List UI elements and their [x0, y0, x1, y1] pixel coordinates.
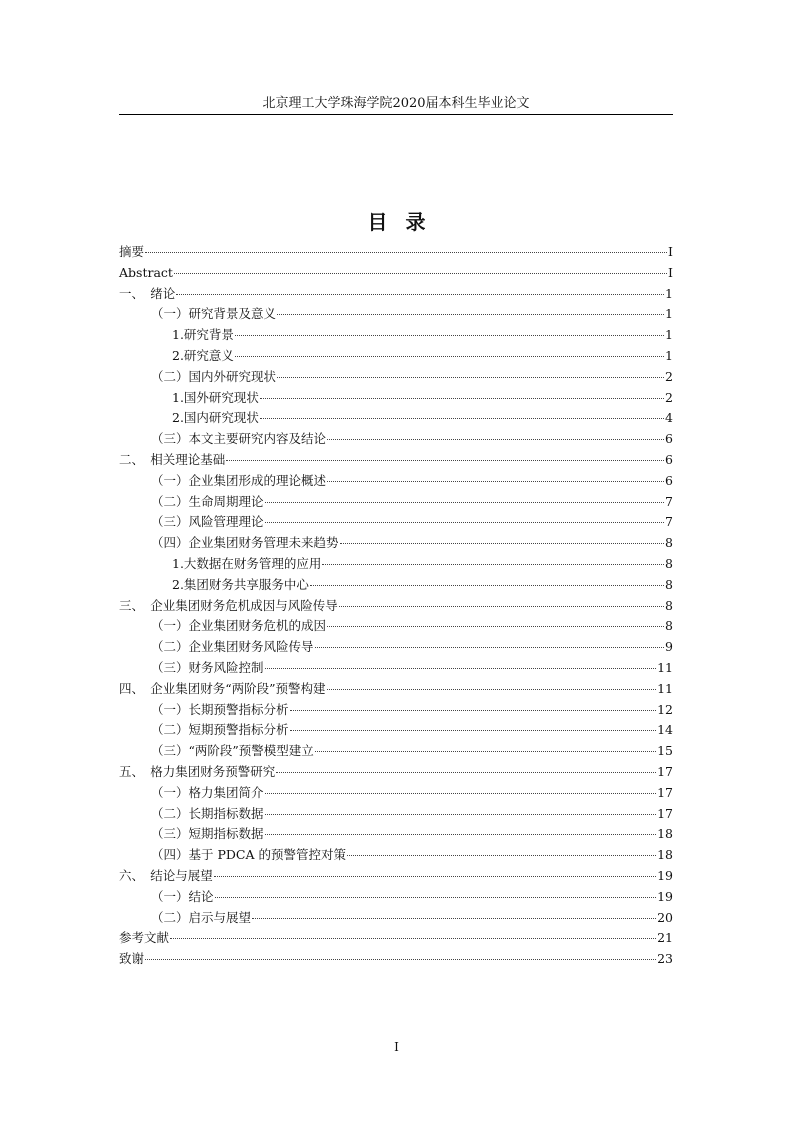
dot-leader	[315, 647, 665, 648]
dot-leader	[277, 314, 664, 315]
dot-leader	[290, 730, 657, 731]
toc-entry[interactable]	[119, 450, 673, 471]
toc-entry-label: （二）启示与展望	[151, 909, 252, 925]
toc-entry-page: 1	[665, 285, 673, 301]
toc-entry-label: （一）企业集团财务危机的成因	[151, 618, 327, 634]
toc-entry-page: 9	[665, 639, 673, 655]
dot-leader	[176, 294, 664, 295]
toc-entry-label: （二）国内外研究现状	[151, 368, 277, 384]
toc-entry[interactable]	[119, 575, 673, 596]
toc-entry[interactable]	[119, 284, 673, 305]
toc-entry[interactable]	[119, 263, 673, 284]
toc-entry[interactable]	[119, 554, 673, 575]
toc-entry-page: 1	[665, 306, 673, 322]
page-number: I	[394, 1040, 399, 1054]
toc-entry[interactable]	[119, 533, 673, 554]
dot-leader	[235, 335, 664, 336]
toc-entry[interactable]	[119, 720, 673, 741]
toc-entry-page: 15	[657, 743, 673, 759]
toc-entry-page: 11	[657, 659, 673, 675]
toc-entry[interactable]	[119, 242, 673, 263]
toc-entry[interactable]	[119, 616, 673, 637]
toc-entry-label: （二）短期预警指标分析	[151, 722, 289, 738]
dot-leader	[265, 668, 657, 669]
toc-entry-page: 11	[657, 680, 673, 696]
toc-entry-page: I	[668, 244, 673, 259]
toc-entry-page: 8	[665, 597, 673, 613]
toc-entry-label: （三）“两阶段”预警模型建立	[151, 743, 314, 759]
dot-leader	[347, 855, 656, 856]
toc-entry-page: 21	[657, 930, 673, 946]
dot-leader	[265, 522, 665, 523]
toc-entry[interactable]	[119, 741, 673, 762]
header-rule	[119, 114, 673, 115]
dot-leader	[214, 876, 656, 877]
toc-entry[interactable]	[119, 658, 673, 679]
toc-entry[interactable]	[119, 429, 673, 450]
toc-entry[interactable]	[119, 512, 673, 533]
dot-leader	[327, 626, 664, 627]
toc-entry-page: 6	[665, 431, 673, 447]
toc-entry[interactable]	[119, 492, 673, 513]
toc-entry-page: 8	[665, 555, 673, 571]
dot-leader	[276, 772, 656, 773]
toc-entry-page: 1	[665, 347, 673, 363]
toc-entry-label: 2.国内研究现状	[172, 410, 259, 426]
toc-entry[interactable]	[119, 949, 673, 970]
toc-entry-label: （二）企业集团财务风险传导	[151, 639, 314, 655]
toc-entry-page: 18	[657, 826, 673, 842]
toc-entry-page: 20	[657, 909, 673, 925]
toc-entry-page: 6	[665, 472, 673, 488]
toc-entry-label: 参考文献	[119, 930, 170, 946]
toc-entry-page: 17	[657, 805, 673, 821]
toc-entry-label: （二）长期指标数据	[151, 805, 264, 821]
toc-entry-label: 六、 结论与展望	[119, 867, 213, 883]
toc-entry-label: （一）格力集团简介	[151, 784, 264, 800]
dot-leader	[290, 710, 657, 711]
toc-entry[interactable]	[119, 679, 673, 700]
toc-entry-page: 2	[665, 389, 673, 405]
toc-entry-label: （一）研究背景及意义	[151, 306, 277, 322]
dot-leader	[277, 377, 664, 378]
dot-leader	[322, 564, 664, 565]
toc-entry-page: 17	[657, 784, 673, 800]
toc-entry-label: （三）本文主要研究内容及结论	[151, 431, 327, 447]
table-of-contents	[119, 242, 673, 970]
toc-entry[interactable]	[119, 804, 673, 825]
dot-leader	[226, 460, 664, 461]
toc-entry-label: 一、 绪论	[119, 285, 176, 301]
dot-leader	[265, 502, 665, 503]
dot-leader	[265, 793, 657, 794]
dot-leader	[327, 481, 664, 482]
toc-entry-label: 1.大数据在财务管理的应用	[172, 555, 322, 571]
toc-entry-page: 17	[657, 763, 673, 779]
toc-entry[interactable]	[119, 471, 673, 492]
toc-title: 目录	[367, 210, 444, 234]
toc-entry[interactable]	[119, 346, 673, 367]
dot-leader	[174, 273, 667, 274]
toc-entry-page: 4	[665, 410, 673, 426]
dot-leader	[265, 814, 657, 815]
dot-leader	[260, 418, 664, 419]
toc-entry[interactable]	[119, 783, 673, 804]
toc-entry-page: 8	[665, 618, 673, 634]
toc-entry-page: 12	[657, 701, 673, 717]
toc-entry-label: 三、 企业集团财务危机成因与风险传导	[119, 597, 338, 613]
toc-entry-label: 2.研究意义	[172, 347, 234, 363]
toc-entry-page: 19	[657, 867, 673, 883]
toc-entry-page: 23	[657, 951, 673, 967]
toc-entry-page: I	[668, 264, 673, 280]
toc-entry[interactable]	[119, 408, 673, 429]
toc-entry[interactable]	[119, 824, 673, 845]
toc-entry[interactable]	[119, 596, 673, 617]
dot-leader	[260, 398, 664, 399]
dot-leader	[145, 959, 656, 960]
toc-entry-page: 8	[665, 535, 673, 551]
toc-entry-label: 二、 相关理论基础	[119, 451, 226, 467]
dot-leader	[145, 252, 667, 253]
toc-entry[interactable]	[119, 845, 673, 866]
toc-entry-label: Abstract	[119, 264, 173, 280]
toc-entry-label: （一）企业集团形成的理论概述	[151, 472, 327, 488]
toc-entry-label: 1.研究背景	[172, 327, 234, 343]
toc-entry[interactable]	[119, 637, 673, 658]
toc-entry-label: 2.集团财务共享服务中心	[172, 576, 309, 592]
dot-leader	[339, 606, 664, 607]
toc-entry-page: 6	[665, 451, 673, 467]
dot-leader	[265, 834, 657, 835]
dot-leader	[340, 543, 665, 544]
running-header: 北京理工大学珠海学院2020届本科生毕业论文	[262, 96, 530, 111]
toc-entry-label: 四、 企业集团财务“两阶段”预警构建	[119, 680, 326, 696]
toc-entry-page: 8	[665, 576, 673, 592]
toc-entry[interactable]	[119, 887, 673, 908]
dot-leader	[315, 751, 656, 752]
toc-entry-label: 1.国外研究现状	[172, 389, 259, 405]
toc-entry[interactable]	[119, 388, 673, 409]
dot-leader	[327, 439, 664, 440]
toc-entry-page: 18	[657, 847, 673, 863]
toc-entry-label: （三）财务风险控制	[151, 659, 264, 675]
toc-entry[interactable]	[119, 908, 673, 929]
toc-entry-page: 1	[665, 327, 673, 343]
toc-entry[interactable]	[119, 762, 673, 783]
dot-leader	[235, 356, 664, 357]
toc-entry-label: 致谢	[119, 951, 145, 967]
dot-leader	[170, 938, 656, 939]
toc-entry[interactable]	[119, 700, 673, 721]
toc-entry-page: 19	[657, 888, 673, 904]
toc-entry-label: 摘要	[119, 244, 145, 259]
dot-leader	[252, 918, 656, 919]
toc-entry-label: （一）长期预警指标分析	[151, 701, 289, 717]
toc-entry-page: 7	[665, 493, 673, 509]
toc-entry-label: 五、 格力集团财务预警研究	[119, 763, 276, 779]
toc-entry-label: （一）结论	[151, 888, 214, 904]
toc-entry[interactable]	[119, 325, 673, 346]
toc-entry-label: （三）风险管理理论	[151, 514, 264, 530]
toc-entry-page: 14	[657, 722, 673, 738]
toc-entry[interactable]	[119, 304, 673, 325]
toc-entry-label: （二）生命周期理论	[151, 493, 264, 509]
toc-entry-page: 7	[665, 514, 673, 530]
toc-entry[interactable]	[119, 866, 673, 887]
dot-leader	[310, 585, 664, 586]
toc-entry-label: （四）基于 PDCA 的预警管控对策	[151, 847, 346, 863]
dot-leader	[327, 689, 657, 690]
dot-leader	[215, 897, 657, 898]
toc-entry[interactable]	[119, 928, 673, 949]
toc-entry-label: （四）企业集团财务管理未来趋势	[151, 535, 339, 551]
toc-entry-page: 2	[665, 368, 673, 384]
toc-entry-label: （三）短期指标数据	[151, 826, 264, 842]
toc-entry[interactable]	[119, 367, 673, 388]
